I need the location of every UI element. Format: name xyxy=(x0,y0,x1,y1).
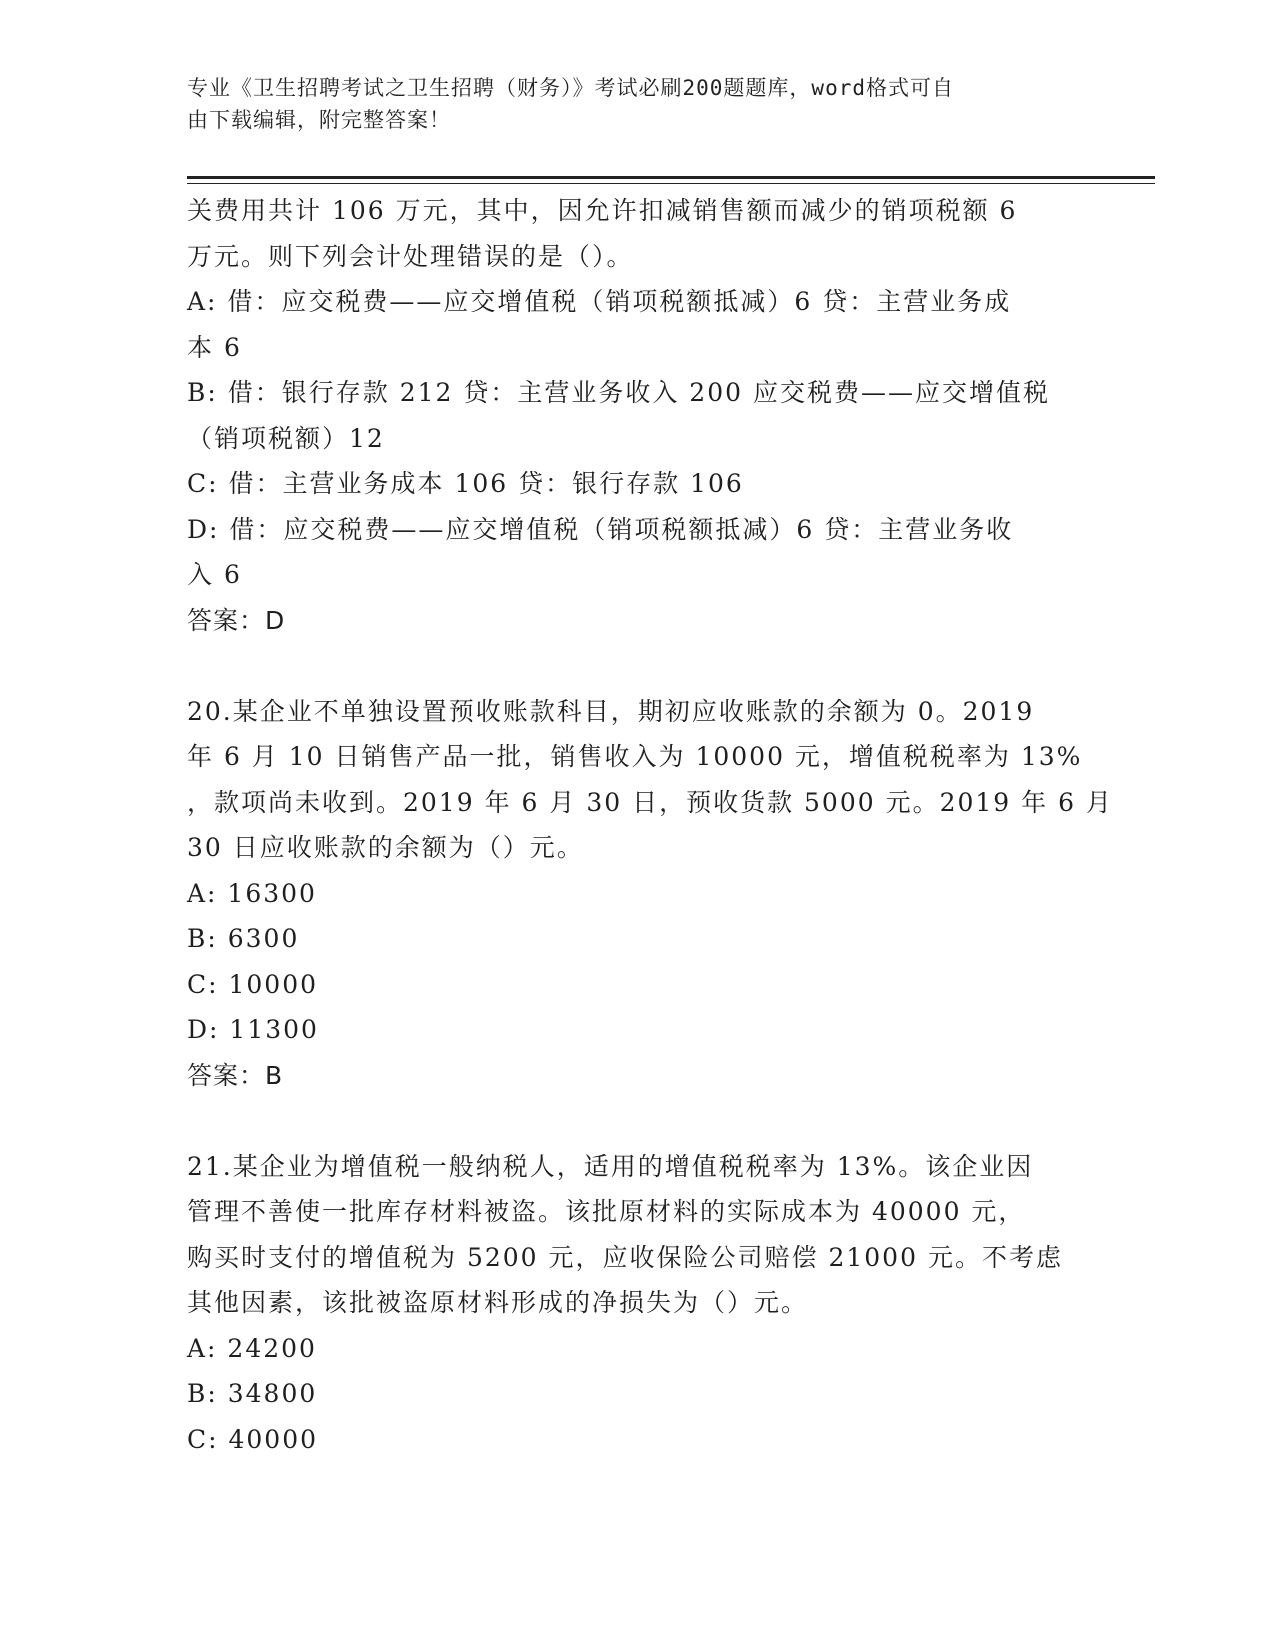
question-19 xyxy=(187,188,1077,643)
option-a-line: A: 借：应交税费——应交增值税（销项税额抵减）6 贷：主营业务成 xyxy=(187,287,1012,316)
question-content xyxy=(187,188,1113,1462)
question-stem-line: 20.某企业不单独设置预收账款科目，期初应收账款的余额为 0。2019 xyxy=(187,696,1035,726)
question-stem-line: 关费用共计 106 万元，其中，因允许扣减销售额而减少的销项税额 6 xyxy=(187,196,1018,225)
answer-label: 答案：D xyxy=(187,605,286,635)
question-stem-line: 21.某企业为增值税一般纳税人，适用的增值税税率为 13%。该企业因 xyxy=(187,1151,1034,1181)
question-stem-line: 购买时支付的增值税为 5200 元，应收保险公司赔偿 21000 元。不考虑 xyxy=(187,1242,1063,1272)
option-a: A: 16300 xyxy=(187,878,317,908)
option-c: C: 10000 xyxy=(187,969,319,999)
question-stem-line: 其他因素，该批被盗原材料形成的净损失为（）元。 xyxy=(187,1288,809,1317)
option-a-line: 本 6 xyxy=(187,332,242,362)
question-20 xyxy=(187,689,1113,1099)
header-line-1: 专业《卫生招聘考试之卫生招聘（财务）》考试必刷200题题库，word格式可自 xyxy=(187,76,954,100)
header-divider-thick xyxy=(187,176,1155,179)
option-b-line: （销项税额）12 xyxy=(187,423,385,453)
question-21 xyxy=(187,1144,1077,1463)
option-b-line: B: 借：银行存款 212 贷：主营业务收入 200 应交税费——应交增值税 xyxy=(187,378,1050,407)
answer-label: 答案：B xyxy=(187,1060,284,1090)
option-b: B: 34800 xyxy=(187,1379,318,1408)
option-d-line: D: 借：应交税费——应交增值税（销项税额抵减）6 贷：主营业务收 xyxy=(187,514,1014,544)
spacer xyxy=(187,643,1077,689)
option-d-line: 入 6 xyxy=(187,560,242,589)
option-d: D: 11300 xyxy=(187,1015,319,1044)
option-c-line: C: 借：主营业务成本 106 贷：银行存款 106 xyxy=(187,469,744,498)
question-stem-line: 30 日应收账款的余额为（）元。 xyxy=(187,833,584,862)
header-line-2: 由下载编辑，附完整答案！ xyxy=(187,108,451,132)
question-stem-line: 万元。则下列会计处理错误的是（）。 xyxy=(187,241,634,271)
spacer xyxy=(187,1098,1077,1144)
document-header xyxy=(187,72,1067,136)
question-stem-line: ，款项尚未收到。2019 年 6 月 30 日，预收货款 5000 元。2019 年 6 月 xyxy=(187,787,1113,817)
option-a: A: 24200 xyxy=(187,1333,317,1363)
header-divider-thin xyxy=(187,183,1155,184)
option-c: C: 40000 xyxy=(187,1424,319,1454)
question-stem-line: 年 6 月 10 日销售产品一批，销售收入为 10000 元，增值税税率为 13% xyxy=(187,742,1083,771)
option-b: B: 6300 xyxy=(187,924,300,953)
question-stem-line: 管理不善使一批库存材料被盗。该批原材料的实际成本为 40000 元， xyxy=(187,1197,1026,1226)
